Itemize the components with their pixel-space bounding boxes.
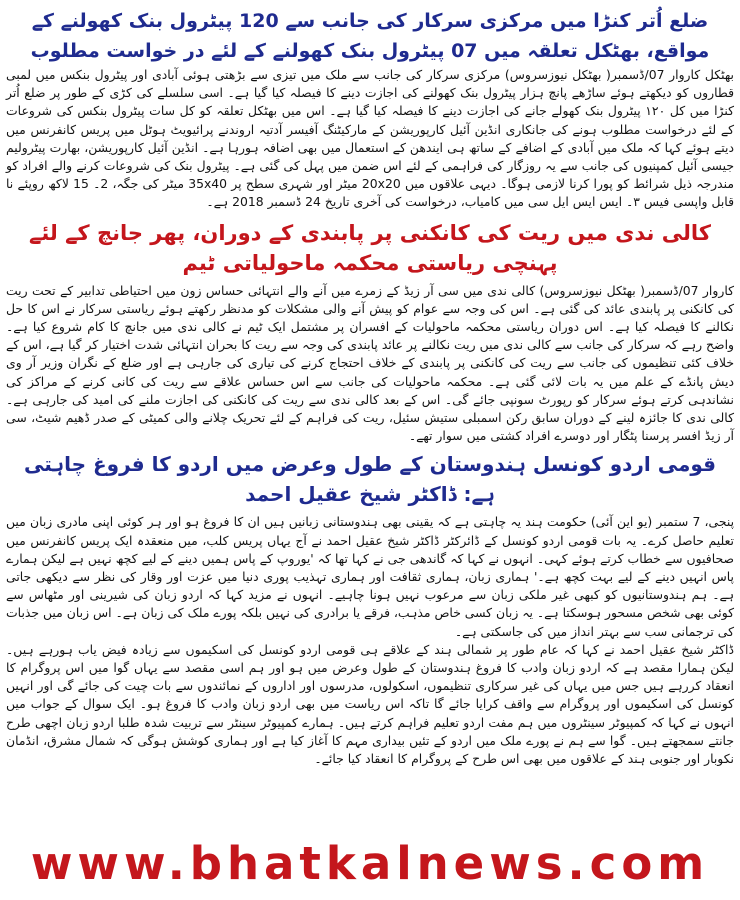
article-kali-river-body: کاروار 07/ڈسمبر( بھٹکل نیوزسروس) کالی ندی میں سی آر زیڈ کے زمرے میں آنے والے انتہائی حساس زون میں احتیاطی تدابیر کے تحت ریت کی کانکنی پر پابندی عائد کی گئی ہے۔ اس کی وجہ سے عوام کو پیش آنے والی مشکلات کو مدنظر رکھتے ہوئے ریاستی سرکار نے اس کا حل نکالنے کا فیصلہ کیا ہے۔ اس دوران ریاستی محکمہ ماحولیات کے افسران پر مشتمل ایک ٹیم نے کالی ندی میں جانچ کا کام شروع کیا ہے۔ واضح رہے کہ سرکار کی جانب سے کالی ندی میں ریت نکالنے پر عائد پابندی کی وجہ سے ریت کا بحران انتہائی شدت اختیار کر گیا ہے، اس کے خلاف کئی تنظیموں کی جانب سے ریت کی کانکنی پر پابندی کے خلاف احتجاج کرنے کی تیاری کی جارہی ہے اور ضلع کے نگران وزیر آر وی دیش پانڈے کے علم میں یہ بات لائی گئی ہے۔ محکمہ ماحولیات کی جانب سے اس حساس علاقے سے ریت کی کانی کرنے کے مراکز کی نشاندہی کرتے ہوئے سرکار کو رپورٹ سونپی جائے گی۔ اس کے بعد کالی ندی سے ریت کی کانکنی کی اجازت ملنے کی امید کی جارہی ہے۔ کالی ندی کا جائزہ لینے کے دوران سابق رکن اسمبلی ستیش سئیل، ریت کی فراہم کے لئے تحریک چلانے والی کمیٹی کے صدر ڈھیم شیٹ، سی آر زیڈ افسر پرسنا پٹگار اور دوسرے افراد کشتی میں سوار تھے۔ (6, 282, 734, 444)
article-kali-river (6, 218, 734, 446)
article-kali-river-headline: کالی ندی میں ریت کی کانکنی پر پابندی کے دوران، پھر جانچ کے لئے پہنچی ریاستی محکمہ ماحولیاتی ٹیم (29, 220, 711, 275)
article-urdu-council-headline: قومی اردو کونسل ہندوستان کے طول وعرض میں اردو کا فروغ چاہتی ہے: ڈاکٹر شیخ عقیل احمد (23, 452, 716, 507)
article-urdu-council-body-2: ڈاکٹر شیخ عقیل احمد نے کہا کہ عام طور پر شمالی ہند کے علاقے ہی قومی اردو کونسل کی اسکیموں سے زیادہ فیض یاب ہورہے ہیں۔ لیکن ہمارا مقصد ہے کہ اردو زبان وادب کا فروغ ہندوستان کے طول وعرض میں ہو اور ہم اسی مقصد سے یہاں گوا میں اس پروگرام کا انعقاد کررہے ہیں جس میں یہاں کی غیر سرکاری تنظیموں، اسکولوں، مدرسوں اور اداروں کے نمائندوں سے بات چیت کی جائے گی اور انہیں کونسل کی اسکیموں اور پروگرام سے واقف کرایا جائے گا تاکہ اس ریاست میں بھی اردو زبان وادب کا فروغ ہو۔ ایک سوال کے جواب میں انہوں نے کہا کہ کمپیوٹر سینٹروں میں ہم مفت اردو تعلیم فراہم کرتے ہیں۔ ہمارے کمپیوٹر سینٹر سے تربیت شدہ طلبا اردو زبان اچھی طرح جانتے سمجھتے ہیں۔ گوا سے ہم نے پورے ملک میں اردو کے تئیں بیداری مہم کا آغاز کیا ہے اور ہماری کوشش ہوگی کہ شمال مشرق، انڈمان نکوبار اور جنوبی ہند کے علاقوں میں بھی اس طرح کے پروگرام کا انعقاد کیا جائے۔ (6, 641, 734, 767)
article-petrol-bunks-body: بھٹکل کاروار 07/ڈسمبر( بھٹکل نیوزسروس) مرکزی سرکار کی جانب سے ملک میں تیزی سے بڑھتی ہوئی آبادی اور پیٹرول بنکس میں لمبی قطاروں کو دیکھتے ہوئے ساڑھے پانچ ہزار پیٹرول بنک کھولنے کی اجازت دینے کا فیصلہ کیا گیا ہے۔ اسی سلسلے کی کڑی کے طور پر ضلع اُتر کنڑا میں کل ۱۲۰ پیٹرول بنک کھولے جانے کی اجازت دینے کا فیصلہ کیا گیا ہے۔ اس میں بھٹکل تعلقہ کو کل سات پیٹرول بنکس کی شروعات کے لئے درخواست مطلوب ہونے کی جانکاری انڈین آئیل کارپوریشن کے مارکیٹنگ آفیسر آدتیہ اروندنے پرائیویٹ ہوٹل میں پریس کانفرنس میں دیتے ہوئے کہا کہ ملک میں آبادی کے اضافے کے ساتھ ہی ایندھن کے استعمال میں بھی اضافہ ہورہا ہے۔ انڈین آئیل کارپوریشن، بھارت پیٹرولیم جیسی آئیل کمپنیوں کی جانب سے یہ روزگار کی فراہمی کے لئے اس ضمن میں پہل کی گئی ہے۔ پیٹرول بنک کی شروعات کرنے والے افراد کو مندرجہ ذیل شرائط کو پورا کرنا لازمی ہوگا۔ دیہی علاقوں میں 20x20 میٹر اور شہری سطح پر 35x40 میٹر کی جگہ، 2۔ 15 لاکھ روپئے نا قابل واپسی فیس ۳۔ ایس ایس ایل سی میں کامیاب، درخواست کی آخری تاریخ 24 ڈسمبر 2018 ہے۔ (6, 67, 735, 210)
headline-line-1: ضلع اُتر کنڑا میں مرکزی سرکار کی جانب سے 120 پیٹرول بنک کھولنے کے (31, 10, 709, 32)
article-petrol-bunks (6, 6, 734, 212)
article-petrol-bunks-headline (6, 6, 734, 66)
website-url-banner: www.bhatkalnews.com (30, 837, 710, 890)
article-urdu-council (6, 449, 734, 768)
headline-line-2: مواقع، بھٹکل تعلقہ میں 07 پیٹرول بنک کھولنے کے لئے در خواست مطلوب (30, 40, 710, 62)
article-urdu-council-body-1: پنجی، 7 ستمبر (یو این آئی) حکومت ہند یہ چاہتی ہے کہ یقینی بھی ہندوستانی زبانیں ہیں ان کا فروغ ہو اور ہر کوئی اپنی مادری زبان میں تعلیم حاصل کرے۔ یہ بات قومی اردو کونسل کے ڈائرکٹر ڈاکٹر شیخ عقیل احمد نے آج یہاں پریس کلب، میں منعقدہ ایک پریس کانفرنس میں صحافیوں سے خطاب کرتے ہوئے کہی۔ انہوں نے کہا کہ گاندھی جی نے کہا تھا کہ 'یوروپ کے پاس ہمیں دینے کے لیے کچھ نہیں ہے لیکن ہمارے پاس انہیں دینے کے لیے بہت کچھ ہے۔' ہماری زبان، ہماری ثقافت اور ہماری تہذیب پوری دنیا میں عزت اور وقار کی نظر سے دیکھی جاتی ہے۔ ہم ہندوستانیوں کو کبھی غیر ملکی زبان سے مرعوب نہیں ہونا چاہیے۔ انہوں نے مزید کہا کہ اردو زبان کی شیرینی اور مٹھاس سے کوئی بھی شخص مسحور ہوسکتا ہے۔ یہ زبان کسی خاص مذہب، فرقے یا برادری کی نہیں بلکہ پورے ملک کی زبان ہے۔ اس زبان میں جذبات کی ترجمانی سب سے بہتر انداز میں کی جاسکتی ہے۔ (6, 514, 735, 639)
